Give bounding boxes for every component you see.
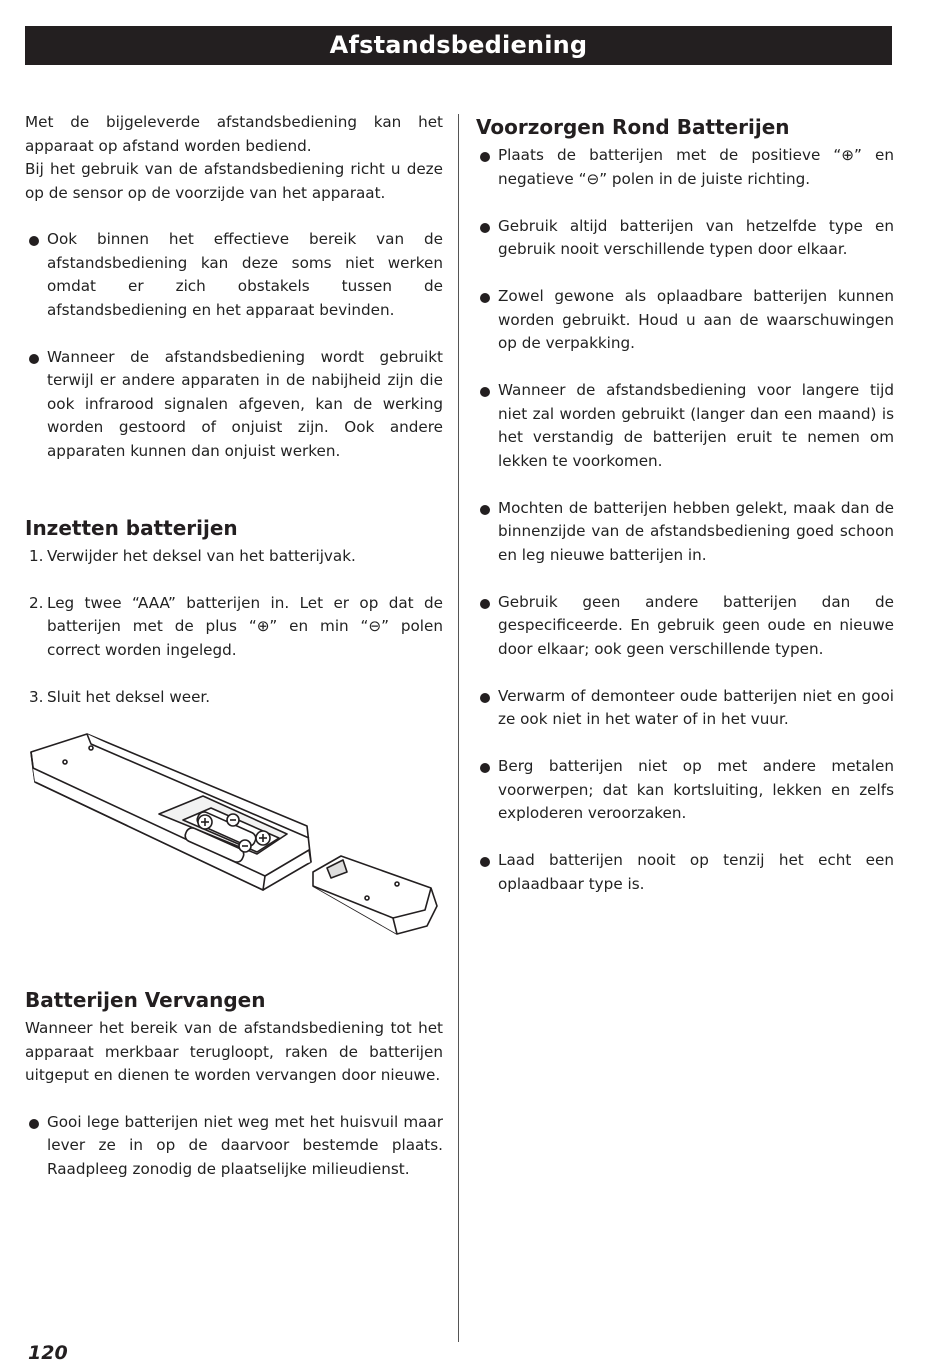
bullet-icon xyxy=(480,223,490,233)
bullet-icon xyxy=(480,387,490,397)
list-item: Gebruik altijd batterijen van hetzelfde type en gebruik nooit verschillende typen door elkaar. xyxy=(476,215,894,262)
bullet-icon xyxy=(480,505,490,515)
right-column xyxy=(476,114,894,920)
bullet-icon xyxy=(480,693,490,703)
list-item: Mochten de batterijen hebben gelekt, maak dan de binnenzijde van de afstandsbediening goed schoon en leg nieuwe batterijen in. xyxy=(476,497,894,568)
list-item: Wanneer de afstandsbediening voor langere tijd niet zal worden gebruikt (langer dan een maand) is het verstandig de batterijen eruit te nemen om lekken te voorkomen. xyxy=(476,379,894,473)
bullet-icon xyxy=(480,763,490,773)
list-item: Laad batterijen nooit op tenzij het echt een oplaadbaar type is. xyxy=(476,849,894,896)
replace-bullet-list xyxy=(25,1111,443,1182)
intro-bullet-list xyxy=(25,228,443,463)
left-column xyxy=(25,111,443,733)
list-item: 2. Leg twee “AAA” batterijen in. Let er op dat de batterijen met de plus “⊕” en min “⊖” polen correct worden ingelegd. xyxy=(29,593,443,659)
precautions-bullet-list xyxy=(476,144,894,896)
bullet-icon xyxy=(480,293,490,303)
section-heading-vervangen: Batterijen Vervangen xyxy=(25,988,266,1012)
list-item: Zowel gewone als oplaadbare batterijen kunnen worden gebruikt. Houd u aan de waarschuwingen op de verpakking. xyxy=(476,285,894,356)
page-header-bar xyxy=(25,26,892,65)
list-item: Ook binnen het effectieve bereik van de afstandsbediening kan deze soms niet werken omdat er zich obstakels tussen de afstandsbediening en het apparaat bevinden. xyxy=(25,228,443,322)
section-heading-voorzorgen: Voorzorgen Rond Batterijen xyxy=(476,115,790,139)
replace-section xyxy=(25,987,443,1205)
column-divider xyxy=(458,114,459,1342)
bullet-icon xyxy=(480,857,490,867)
bullet-icon xyxy=(29,236,39,246)
section-heading-inzetten: Inzetten batterijen xyxy=(25,515,238,540)
list-item: Plaats de batterijen met de positieve “⊕” en negatieve “⊖” polen in de juiste richting. xyxy=(476,144,894,191)
list-item: Berg batterijen niet op met andere metalen voorwerpen; dat kan kortsluiting, lekken en zelfs exploderen veroorzaken. xyxy=(476,755,894,826)
bullet-icon xyxy=(29,1119,39,1129)
bullet-icon xyxy=(29,354,39,364)
page-number: 120 xyxy=(28,1342,68,1364)
list-item: Verwarm of demonteer oude batterijen niet en gooi ze ook niet in het water of in het vuur. xyxy=(476,685,894,732)
replace-paragraph: Wanneer het bereik van de afstandsbediening tot het apparaat merkbaar terugloopt, raken de batterijen uitgeput en dienen te worden vervangen door nieuwe. xyxy=(25,1019,443,1084)
list-item: Gebruik geen andere batterijen dan de gespecificeerde. En gebruik geen oude en nieuwe door elkaar; ook geen verschillende typen. xyxy=(476,591,894,662)
intro-paragraph-1: Met de bijgeleverde afstandsbediening kan het apparaat op afstand worden bediend. xyxy=(25,113,443,155)
insert-steps-list xyxy=(25,545,443,710)
bullet-icon xyxy=(480,152,490,162)
list-item: 3. Sluit het deksel weer. xyxy=(29,687,211,706)
intro-paragraph-2: Bij het gebruik van de afstandsbediening richt u deze op de sensor op de voorzijde van het apparaat. xyxy=(25,160,443,202)
page-title: Afstandsbediening xyxy=(329,31,588,59)
remote-control-icon xyxy=(25,730,445,945)
list-item: 1. Verwijder het deksel van het batterijvak. xyxy=(29,546,356,565)
list-item: Wanneer de afstandsbediening wordt gebruikt terwijl er andere apparaten in de nabijheid zijn die ook infrarood signalen afgeven, kan de werking worden gestoord of onjuist zijn. Ook andere apparaten kunnen dan onjuist werken. xyxy=(25,346,443,464)
remote-battery-compartment-illustration xyxy=(25,730,445,949)
bullet-icon xyxy=(480,599,490,609)
list-item: Gooi lege batterijen niet weg met het huisvuil maar lever ze in op de daarvoor bestemde plaats. Raadpleeg zonodig de plaatselijke milieudienst. xyxy=(25,1111,443,1182)
